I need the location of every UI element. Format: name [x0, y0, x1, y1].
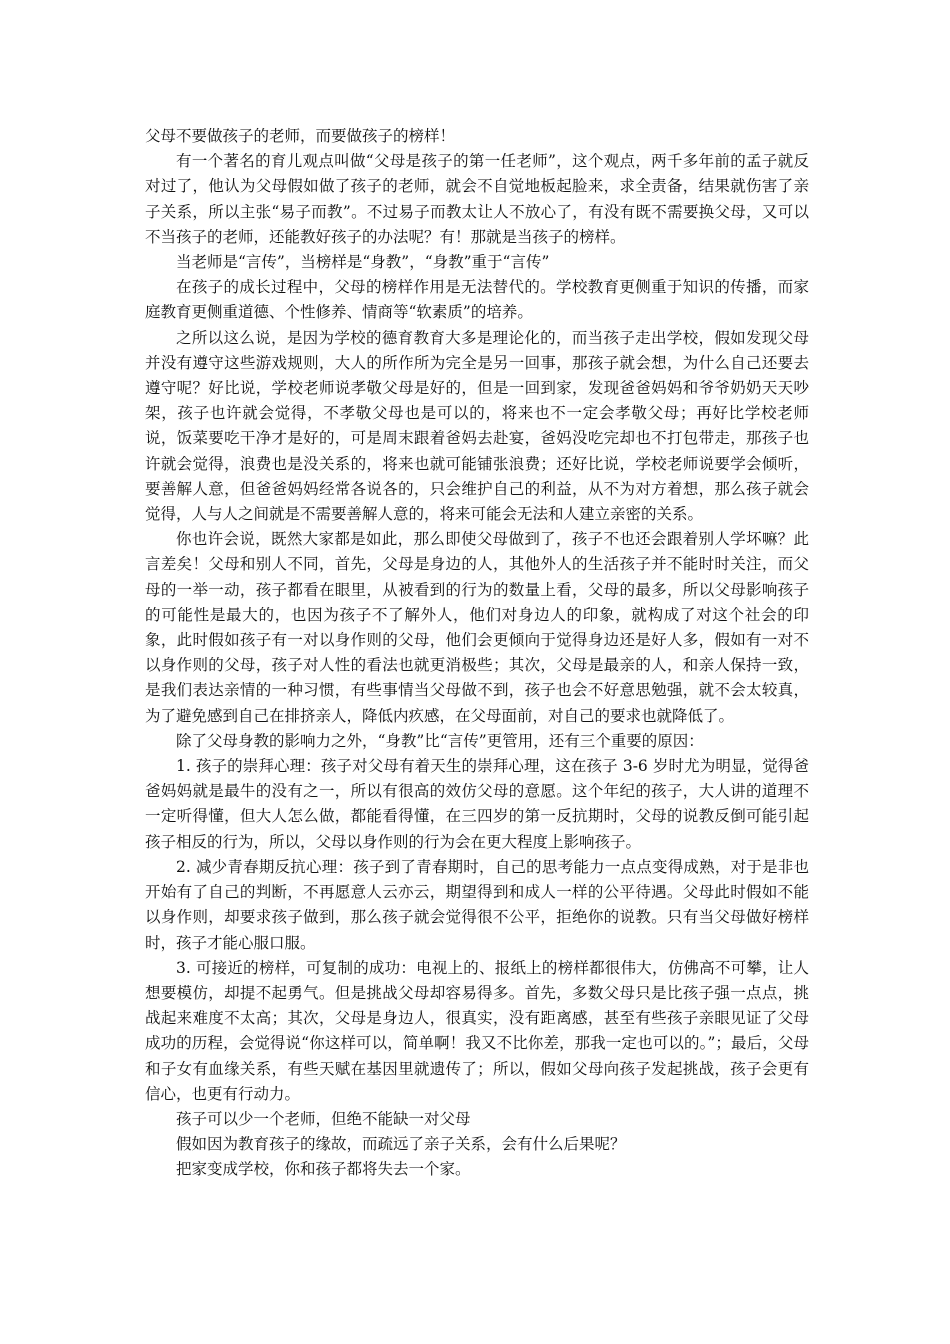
paragraph: 除了父母身教的影响力之外，“身教”比“言传”更管用，还有三个重要的原因：	[176, 731, 704, 750]
paragraph: 把家变成学校，你和孩子都将失去一个家。	[176, 1160, 471, 1179]
list-item: 2. 减少青春期反抗心理：孩子到了青春期时，自己的思考能力一点点变得成熟，对于是非也开始有了自己的判断，不再愿意人云亦云，期望得到和成人一样的公平待遇。父母此时假如不能以身作则，却要求孩子做到，那么孩子就会觉得很不公平，拒绝你的说教。只有当父母做好榜样时，孩子才能心服口服。	[145, 857, 809, 952]
paragraph: 之所以这么说，是因为学校的德育教育大多是理论化的，而当孩子走出学校，假如发现父母并没有遵守这些游戏规则，大人的所作所为完全是另一回事，那孩子就会想，为什么自己还要去遵守呢？好比说，学校老师说孝敬父母是好的，但是一回到家，发现爸爸妈妈和爷爷奶奶天天吵架，孩子也许就会觉得，不孝敬父母也是可以的，将来也不一定会孝敬父母；再好比学校老师说，饭菜要吃干净才是好的，可是周末跟着爸妈去赴宴，爸妈没吃完却也不打包带走，那孩子也许就会觉得，浪费也是没关系的，将来也就可能铺张浪费；还好比说，学校老师说要学会倾听，要善解人意，但爸爸妈妈经常各说各的，只会维护自己的利益，从不为对方着想，那么孩子就会觉得，人与人之间就是不需要善解人意的，将来可能会无法和人建立亲密的关系。	[145, 328, 809, 524]
document-body	[145, 124, 809, 1183]
paragraph: 有一个著名的育儿观点叫做“父母是孩子的第一任老师”，这个观点，两千多年前的孟子就反对过了，他认为父母假如做了孩子的老师，就会不自觉地板起脸来，求全责备，结果就伤害了亲子关系，所以主张“易子而教”。不过易子而教太让人不放心了，有没有既不需要换父母，又可以不当孩子的老师，还能教好孩子的办法呢？有！那就是当孩子的榜样。	[145, 152, 809, 246]
list-item: 1. 孩子的崇拜心理：孩子对父母有着天生的崇拜心理，这在孩子 3-6 岁时尤为明显，觉得爸爸妈妈就是最牛的没有之一，所以有很高的效仿父母的意愿。这个年纪的孩子，大人讲的道理不一定听得懂，但大人怎么做，都能看得懂，在三四岁的第一反抗期时，父母的说教反倒可能引起孩子相反的行为，所以，父母以身作则的行为会在更大程度上影响孩子。	[145, 757, 809, 851]
list-item: 3. 可接近的榜样，可复制的成功：电视上的、报纸上的榜样都很伟大，仿佛高不可攀，让人想要模仿，却提不起勇气。但是挑战父母却容易得多。首先，多数父母只是比孩子强一点点，挑战起来难度不太高；其次，父母是身边人，很真实，没有距离感，甚至有些孩子亲眼见证了父母成功的历程，会觉得说“你这样可以，简单啊！我又不比你差，那我一定也可以的。”；最后，父母和子女有血缘关系，有些天赋在基因里就遗传了；所以，假如父母向孩子发起挑战，孩子会更有信心，也更有行动力。	[145, 958, 809, 1103]
paragraph: 你也许会说，既然大家都是如此，那么即使父母做到了，孩子不也还会跟着别人学坏嘛？此言差矣！父母和别人不同，首先，父母是身边的人，其他外人的生活孩子并不能时时关注，而父母的一举一动，孩子都看在眼里，从被看到的行为的数量上看，父母的最多，所以父母影响孩子的可能性是最大的，也因为孩子不了解外人，他们对身边人的印象，就构成了对这个社会的印象，此时假如孩子有一对以身作则的父母，他们会更倾向于觉得身边还是好人多，假如有一对不以身作则的父母，孩子对人性的看法也就更消极些；其次，父母是最亲的人，和亲人保持一致，是我们表达亲情的一种习惯，有些事情当父母做不到，孩子也会不好意思勉强，就不会太较真，为了避免感到自己在排挤亲人，降低内疚感，在父母面前，对自己的要求也就降低了。	[145, 530, 809, 725]
document-title: 父母不要做孩子的老师，而要做孩子的榜样！	[145, 127, 456, 145]
section-heading: 当老师是“言传”，当榜样是“身教”，“身教”重于“言传”	[176, 253, 550, 272]
section-heading: 孩子可以少一个老师，但绝不能缺一对父母	[176, 1109, 471, 1128]
paragraph: 在孩子的成长过程中，父母的榜样作用是无法替代的。学校教育更侧重于知识的传播，而家庭教育更侧重道德、个性修养、情商等“软素质”的培养。	[145, 278, 809, 322]
paragraph: 假如因为教育孩子的缘故，而疏远了亲子关系，会有什么后果呢？	[176, 1135, 626, 1154]
